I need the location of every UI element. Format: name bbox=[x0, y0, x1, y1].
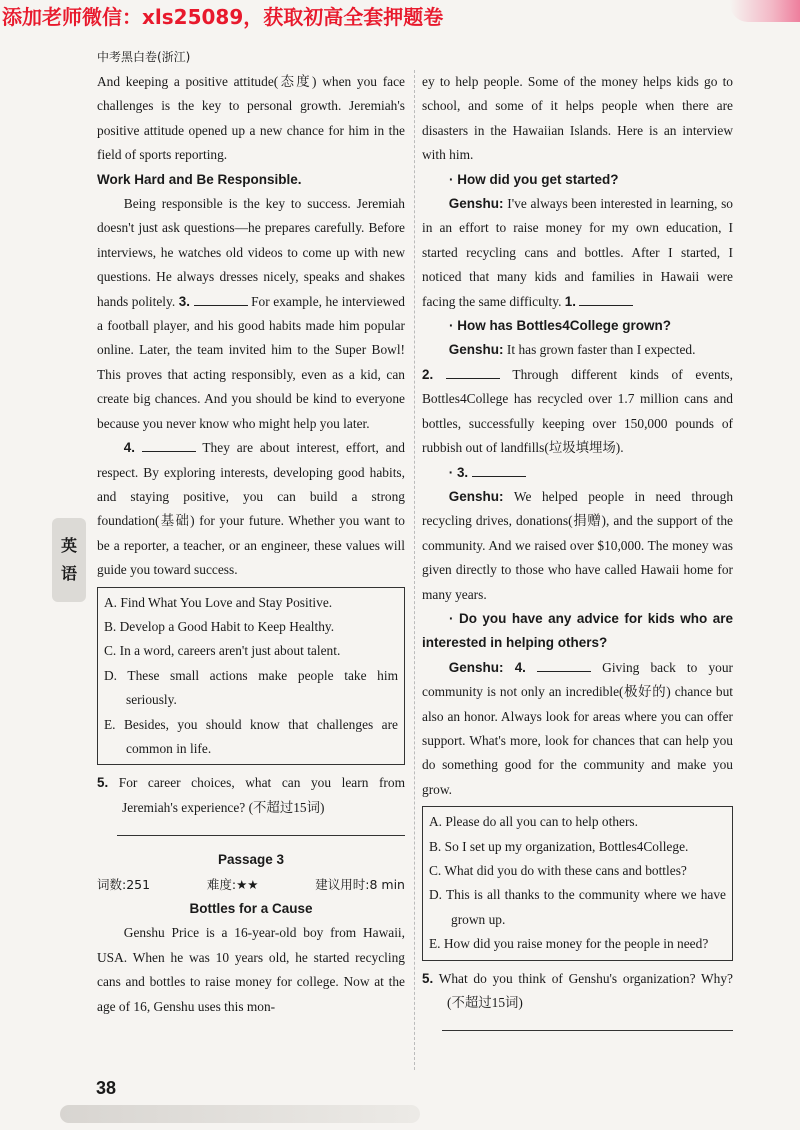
question-5-right bbox=[422, 967, 733, 1016]
option-item: E. How did you raise money for the people in need? bbox=[429, 936, 709, 952]
question-5-left bbox=[97, 771, 405, 820]
answer-blank-1[interactable] bbox=[579, 291, 633, 306]
answer-blank-4-right[interactable] bbox=[537, 657, 591, 672]
question-5-number: 5. bbox=[97, 775, 109, 791]
answer-grown-b bbox=[422, 363, 733, 461]
option-item: B. Develop a Good Habit to Keep Healthy. bbox=[104, 618, 335, 634]
answer-started-text: I've always been interested in learning, so in an effort to raise money for my own education, I started recycling cans and bottles. After I started, I noticed that many kids and families in Hawaii were facing the same difficulty. bbox=[422, 196, 733, 309]
answer-4-text: Giving back to your community is not only an incredible(极好的) chance but also an honor. Always look for areas where you can offer support. What's more, look for chances that can help you do something good for the community and make you grow. bbox=[422, 659, 733, 797]
answer-blank-3-right[interactable] bbox=[472, 462, 526, 477]
watermark-banner: 添加老师微信：xls25089，获取初高全套押题卷 bbox=[2, 5, 444, 29]
subject-side-tab bbox=[52, 518, 86, 602]
option-item: C. In a word, careers aren't just about talent. bbox=[104, 643, 341, 659]
final-text: They are about interest, effort, and respect. By exploring interests, developing good habits, and staying positive, you can build a strong foundation(基础) for your future. Whether you want to be a reporter, a teacher, or an engineer, these values will guide you toward success. bbox=[97, 440, 405, 578]
answer-blank-4[interactable] bbox=[142, 437, 196, 452]
option-item: D. This is all thanks to the community where we have grown up. bbox=[429, 887, 726, 927]
speaker-label: Genshu: bbox=[448, 342, 504, 358]
answer-grown-text-b: Through different kinds of events, Bottles4College has recycled over 1.7 million cans and bottles, successfully keeping over 150,000 pounds of rubbish out of landfills(垃圾填埋场). bbox=[422, 366, 733, 456]
intro-paragraph: And keeping a positive attitude(态度) when you face challenges is the key to personal growth. Jeremiah's positive attitude opened up a new chance for him in the field of sports reporting. bbox=[97, 74, 405, 163]
question-5-text-right: What do you think of Genshu's organization? Why? (不超过15词) bbox=[438, 970, 734, 1011]
interview-question-advice: · Do you have any advice for kids who are interested in helping others? bbox=[422, 610, 733, 651]
answer-blank-2[interactable] bbox=[446, 364, 500, 379]
side-tab-char-2: 语 bbox=[60, 564, 77, 583]
interview-question-grown: · How has Bottles4College grown? bbox=[449, 318, 672, 334]
right-column bbox=[422, 70, 733, 1043]
story-title: Bottles for a Cause bbox=[189, 901, 313, 916]
side-tab-char-1: 英 bbox=[60, 536, 77, 555]
column-divider bbox=[414, 70, 415, 1070]
speaker-label: Genshu: bbox=[448, 659, 504, 675]
interview-question-started: · How did you get started? bbox=[449, 171, 619, 187]
answer-4 bbox=[422, 656, 733, 802]
option-item: E. Besides, you should know that challenges are common in life. bbox=[104, 716, 398, 756]
option-item: B. So I set up my organization, Bottles4College. bbox=[429, 838, 689, 854]
question-4-number: 4. bbox=[123, 440, 135, 456]
footer-decoration bbox=[60, 1105, 420, 1123]
story-paragraph: Genshu Price is a 16-year-old boy from Hawaii, USA. When he was 10 years old, he started recycling cans and bottles to raise money for college. Now at the age of 16, Genshu uses this mon- bbox=[97, 925, 405, 1014]
question-5-text: For career choices, what can you learn from Jeremiah's experience? (不超过15词) bbox=[118, 775, 405, 815]
option-item: C. What did you do with these cans and bottles? bbox=[429, 863, 687, 878]
option-item: A. Find What You Love and Stay Positive. bbox=[104, 594, 333, 610]
story-continuation: ey to help people. Some of the money helps kids go to school, and some of it helps people when there are disasters in the Hawaiian Islands. Here is an interview with him. bbox=[422, 74, 733, 163]
final-paragraph bbox=[97, 436, 405, 582]
passage-title: Passage 3 bbox=[217, 852, 285, 868]
options-box-left bbox=[97, 587, 405, 766]
question-3-number: 3. bbox=[178, 293, 190, 309]
answer-grown bbox=[422, 338, 733, 362]
option-item: D. These small actions make people take him seriously. bbox=[104, 667, 398, 708]
speaker-label: Genshu: bbox=[448, 488, 504, 504]
corner-decoration bbox=[730, 0, 800, 22]
answer-grown-text-a: It has grown faster than I expected. bbox=[506, 342, 696, 358]
difficulty: 难度:★★ bbox=[206, 876, 259, 892]
answer-line-left[interactable] bbox=[117, 834, 405, 836]
responsible-text-a: Being responsible is the key to success. Jeremiah doesn't just ask questions—he prepares carefully. Before interviews, he watches old videos to come up with new questions. He always dresses nicely, speaks and shakes hands politely. bbox=[97, 196, 405, 309]
passage-meta bbox=[97, 873, 405, 897]
question-1-number: 1. bbox=[564, 293, 576, 309]
interview-question-3 bbox=[422, 461, 733, 485]
running-header: 中考黑白卷(浙江) bbox=[97, 50, 191, 64]
options-box-right bbox=[422, 806, 733, 960]
option-item: A. Please do all you can to help others. bbox=[429, 814, 638, 830]
question-2-number: 2. bbox=[422, 366, 434, 382]
speaker-label: Genshu: bbox=[448, 196, 504, 212]
section-heading-work-hard: Work Hard and Be Responsible. bbox=[97, 171, 302, 187]
answer-3 bbox=[422, 485, 733, 607]
word-count: 词数:251 bbox=[97, 876, 151, 892]
question-5-number-right: 5. bbox=[422, 970, 434, 986]
question-4-number-right: 4. bbox=[514, 659, 526, 675]
answer-blank-3[interactable] bbox=[194, 291, 248, 306]
answer-3-text: We helped people in need through recycling drives, donations(捐赠), and the support of the community. And we raised over $10,000. The money was given directly to those who have called Hawaii home for many years. bbox=[422, 488, 734, 602]
suggested-time: 建议用时:8 min bbox=[315, 876, 405, 892]
page-number: 38 bbox=[96, 1078, 117, 1098]
left-column bbox=[97, 70, 405, 1019]
responsible-text-b: For example, he interviewed a football player, and his good habits made him popular online. Later, the team invited him to the Super Bowl! This proves that acting responsibly, even as a kid, can create big chances. And you should be kind to everyone because you never know who might help you later. bbox=[97, 293, 405, 431]
answer-started bbox=[422, 192, 733, 314]
answer-line-right[interactable] bbox=[442, 1029, 733, 1031]
responsible-paragraph bbox=[97, 192, 405, 436]
question-3-label: · 3. bbox=[448, 464, 469, 480]
